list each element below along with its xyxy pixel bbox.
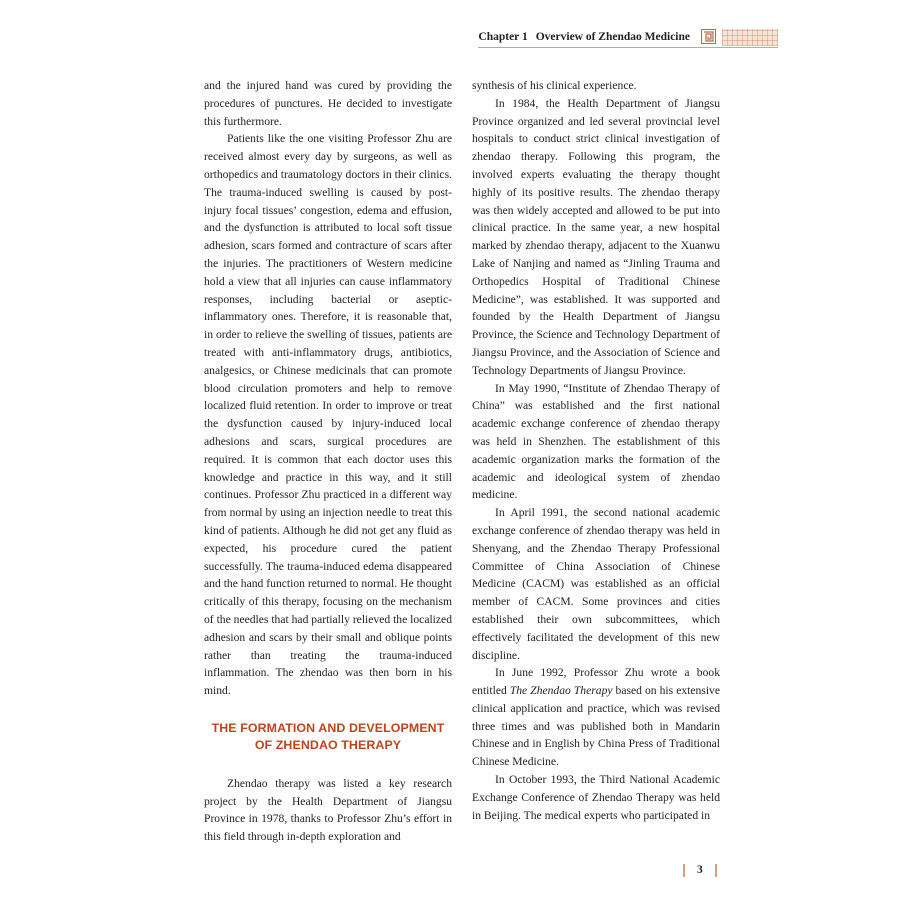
paragraph: In 1984, the Health Department of Jiangsu Province organized and led several provincial level hospitals to conduct strict clinical investigation of zhendao therapy. Following this program, the involved experts evaluating the therapy thought highly of its positive results. The zhendao therapy was then widely accepted and allowed to be put into clinical practice. In the same year, a new hospital marked by zhendao therapy, adjacent to the Xuanwu Lake of Nanjing and named as “Jinling Trauma and Orthopedics Hospital of Traditional Chinese Medicine”, was established. It was supported and founded by the Health Department of Jiangsu Province, the Science and Technology Department of Jiangsu Province, and the Association of Science and Technology Departments of Jiangsu Province. <box>472 96 720 377</box>
paragraph-book <box>472 664 720 771</box>
right-column <box>472 77 720 824</box>
section-heading-line: OF ZHENDAO THERAPY <box>254 737 402 752</box>
paragraph: Zhendao therapy was listed a key research project by the Health Department of Jiangsu Province in 1978, thanks to Professor Zhu’s effort in this field through in-depth exploration and <box>204 776 452 844</box>
header-pattern-band <box>722 29 778 46</box>
chapter-title: Overview of Zhendao Medicine <box>535 31 690 43</box>
page-number-bar-right <box>715 864 717 877</box>
section-heading-line: THE FORMATION AND DEVELOPMENT <box>211 720 445 735</box>
header-rule <box>478 47 778 48</box>
page-number: 3 <box>697 864 703 876</box>
book-text-before: In June 1992, Professor Zhu wrote a book entitled <box>472 666 720 698</box>
section-heading <box>204 720 452 754</box>
paragraph: Patients like the one visiting Professor Zhu are received almost every day by surgeons, as well as orthopedics and traumatology doctors in their clinics. The trauma-induced swelling is caused by post-injury focal tissues’ congestion, edema and effusion, and the dysfunction is attributed to local soft tissue adhesion, scars formed and contracture of scars after the injuries. The practitioners of Western medicine hold a view that all injuries can cause inflammatory responses, including bacterial or aseptic-inflammatory ones. Therefore, it is reasonable that, in order to relieve the swelling of tissues, patients are treated with anti-inflammatory drugs, antibiotics, analgesics, or Chinese medicinals that can promote blood circulation promoters and help to remove localized fluid retention. In order to improve or treat the dysfunction caused by injury-induced local adhesions and scars, surgical procedures are required. It is common that each doctor uses this knowledge and practice in this way, and it still continues. Professor Zhu practiced in a different way from normal by using an injection needle to treat this kind of patients. Although he did not get any fluid as expected, his procedure cured the patient successfully. The trauma-induced edema disappeared and the hand function returned to normal. He thought critically of this therapy, focusing on the mechanism of the needles that had partially relieved the localized adhesion and scars by their small and oblique points rather than treating the trauma-induced inflammation. The zhendao was then born in his mind. <box>204 132 452 698</box>
fret-ornament-icon <box>701 29 716 44</box>
paragraph: In May 1990, “Institute of Zhendao Therapy of China” was established and the first national academic exchange conference of zhendao therapy was held in Shenzhen. The establishment of this academic organization marks the formation of the academic and ideological system of zhendao medicine. <box>472 381 720 502</box>
paragraph: and the injured hand was cured by providing the procedures of punctures. He decided to investigate this furthermore. <box>204 79 452 128</box>
left-column <box>204 77 452 846</box>
chapter-label: Chapter 1 <box>478 31 528 43</box>
paragraph: synthesis of his clinical experience. <box>472 79 637 92</box>
page-footer <box>683 862 717 878</box>
running-header <box>478 31 690 43</box>
book-title: The Zhendao Therapy <box>509 684 613 698</box>
book-text-after: based on his extensive clinical application and practice, which was revised three times and was published both in Mandarin Chinese and in English by China Press of Traditional Chinese Medicine. <box>472 684 720 769</box>
paragraph: In October 1993, the Third National Academic Exchange Conference of Zhendao Therapy was held in Beijing. The medical experts who participated in <box>472 773 720 822</box>
paragraph: In April 1991, the second national academic exchange conference of zhendao therapy was held in Shenyang, and the Zhendao Therapy Professional Committee of China Association of Chinese Medicine (CACM) was established as an official member of CACM. Some provinces and cities established their own subcommittees, which effectively facilitated the development of this new discipline. <box>472 506 720 662</box>
page-number-bar-left <box>683 864 685 877</box>
